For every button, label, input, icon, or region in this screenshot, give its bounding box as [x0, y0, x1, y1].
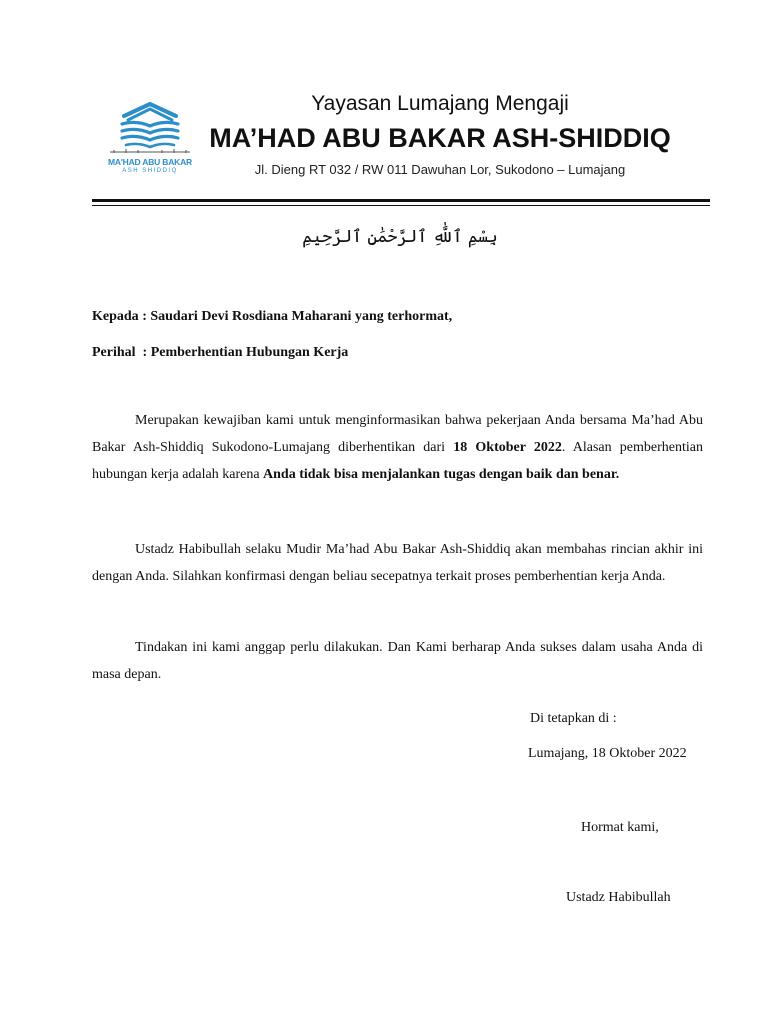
subject-line: Perihal : Pemberhentian Hubungan Kerja	[92, 345, 349, 360]
signer-name: Ustadz Habibullah	[566, 890, 671, 905]
institution-address: Jl. Dieng RT 032 / RW 011 Dawuhan Lor, Sukodono – Lumajang	[254, 162, 626, 177]
issued-at-label: Di tetapkan di :	[530, 711, 617, 726]
institution-name: MA’HAD ABU BAKAR ASH-SHIDDIQ	[209, 123, 671, 153]
paragraph-1-text-b: . Alasan pemberhentian hubungan kerja adalah karena	[92, 440, 703, 482]
recipient-label: Kepada	[92, 309, 139, 324]
paragraph-mudir-discussion: Ustadz Habibullah selaku Mudir Ma’had Abu Bakar Ash-Shiddiq akan membahas rincian akhir ini dengan Anda. Silahkan konfirmasi dengan beliau secepatnya terkait proses pemberhentian kerja Anda.	[92, 542, 703, 584]
letterhead	[0, 0, 768, 210]
termination-date: 18 Oktober 2022	[453, 440, 562, 455]
subject-label: Perihal	[92, 345, 136, 360]
basmala-heading: بِسْمِ ٱللَّٰهِ ٱلرَّحْمَٰنِ ٱلرَّحِيمِ	[302, 227, 498, 247]
letterhead-divider-thick	[92, 199, 710, 202]
closing-salutation: Hormat kami,	[581, 820, 659, 835]
recipient-value: Saudari Devi Rosdiana Maharani yang terhormat,	[150, 309, 453, 324]
paragraph-closing-wishes: Tindakan ini kami anggap perlu dilakukan. Dan Kami berharap Anda sukses dalam usaha Anda di masa depan.	[92, 640, 703, 682]
foundation-name: Yayasan Lumajang Mengaji	[311, 92, 569, 115]
recipient-line: Kepada : Saudari Devi Rosdiana Maharani yang terhormat,	[92, 309, 453, 324]
logo-subtitle: ASH SHIDDIQ	[122, 168, 178, 174]
termination-reason: Anda tidak bisa menjalankan tugas dengan baik dan benar.	[263, 467, 620, 482]
subject-value: Pemberhentian Hubungan Kerja	[150, 345, 349, 360]
issue-date-line: Lumajang, 18 Oktober 2022	[528, 746, 687, 761]
paragraph-1-text-a: Merupakan kewajiban kami untuk menginformasikan bahwa pekerjaan Anda bersama Ma’had Abu Bakar Ash-Shiddiq Sukodono-Lumajang diberhentikan dari	[92, 413, 703, 455]
letterhead-divider-thin	[92, 205, 710, 206]
paragraph-termination-notice	[92, 407, 703, 488]
logo-name: MA'HAD ABU BAKAR	[108, 157, 192, 167]
